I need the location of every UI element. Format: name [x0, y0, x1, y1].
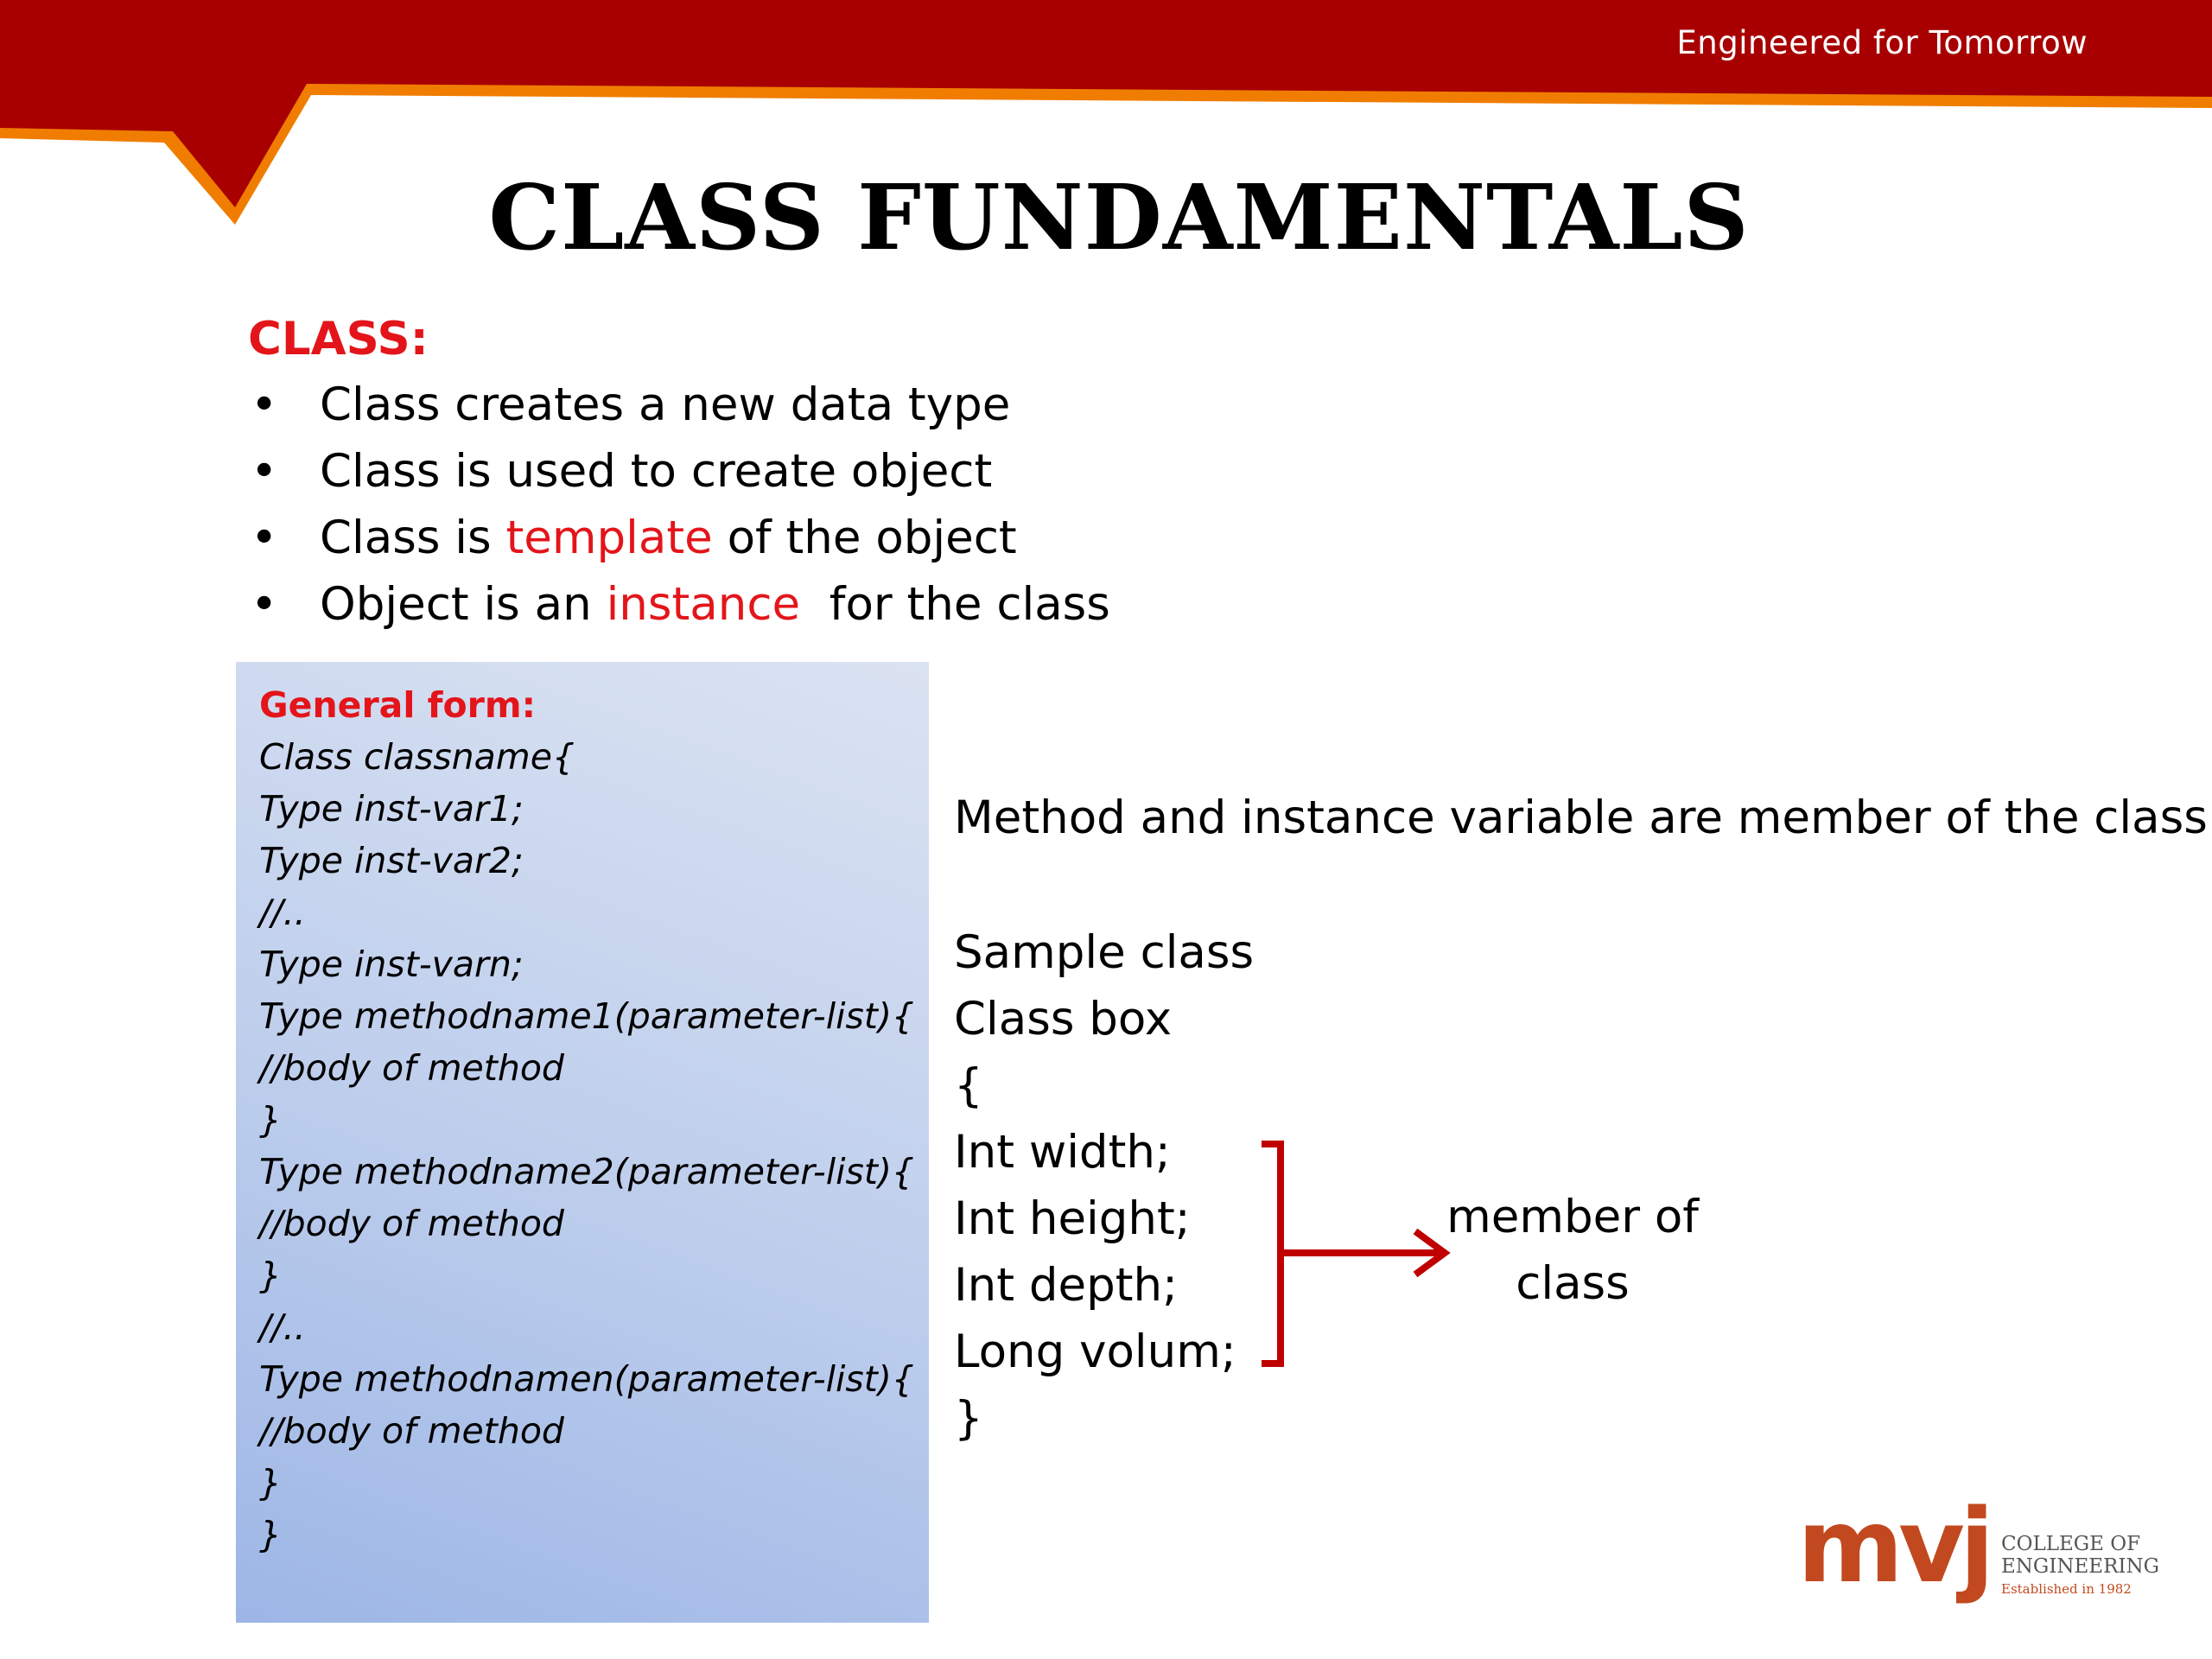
bullet-dot-icon: •	[251, 445, 278, 498]
sample-line: {	[954, 1059, 983, 1112]
class-heading: CLASS:	[248, 313, 429, 365]
sample-class-code	[954, 919, 1254, 1452]
highlight-template: template	[505, 512, 713, 564]
bullet-item: • Class is used to create object	[251, 438, 1110, 505]
sample-line: Int depth;	[954, 1259, 1178, 1312]
mvj-logo-mark: mvj	[1797, 1486, 1990, 1605]
sample-line: Class box	[954, 993, 1173, 1046]
sample-line: Sample class	[954, 926, 1255, 979]
general-form-box	[236, 662, 929, 1623]
code-line: //body of method	[259, 1047, 564, 1089]
code-line: //body of method	[259, 1203, 564, 1244]
logo-text-established: Established in 1982	[2001, 1581, 2132, 1597]
code-line: }	[259, 1255, 283, 1296]
code-line: //body of method	[259, 1410, 564, 1452]
code-line: }	[259, 1099, 283, 1141]
logo-text-engineering: ENGINEERING	[2001, 1555, 2159, 1578]
code-line: Type inst-var2;	[259, 840, 524, 881]
bullet-dot-icon: •	[251, 578, 278, 631]
bullet-dot-icon: •	[251, 512, 278, 564]
sample-line: }	[954, 1392, 983, 1445]
highlight-instance: instance	[606, 578, 801, 631]
member-of-class-label: member of class	[1446, 1191, 1699, 1310]
code-line: Type inst-var1;	[259, 788, 524, 830]
class-bullet-list	[251, 372, 1110, 638]
slide-title: CLASS FUNDAMENTALS	[488, 164, 1750, 270]
bullet-item: • Class is template of the object	[251, 505, 1110, 571]
code-line: }	[259, 1462, 283, 1503]
sample-line: Int height;	[954, 1192, 1191, 1245]
code-line: Class classname{	[259, 736, 575, 778]
code-line: }	[259, 1514, 283, 1555]
sample-line: Long volum;	[954, 1325, 1236, 1378]
general-form-heading: General form:	[259, 684, 537, 726]
code-line: //..	[259, 1306, 306, 1348]
bracket-icon	[1262, 1144, 1281, 1363]
bullet-dot-icon: •	[251, 378, 278, 431]
member-note: Method and instance variable are member of the class	[954, 791, 2208, 844]
code-line: Type inst-varn;	[259, 944, 524, 985]
sample-line: Int width;	[954, 1126, 1171, 1179]
mvj-college-logo	[1797, 1486, 2177, 1624]
code-line: Type methodnamen(parameter-list){	[259, 1358, 914, 1400]
code-line: Type methodname2(parameter-list){	[259, 1151, 915, 1192]
header-tagline: Engineered for Tomorrow	[1676, 24, 2088, 61]
code-line: //..	[259, 892, 306, 933]
bullet-item: • Class creates a new data type	[251, 372, 1110, 438]
logo-text-college: COLLEGE OF	[2001, 1533, 2141, 1555]
code-line: Type methodname1(parameter-list){	[259, 995, 915, 1037]
bullet-item: • Object is an instance for the class	[251, 571, 1110, 638]
